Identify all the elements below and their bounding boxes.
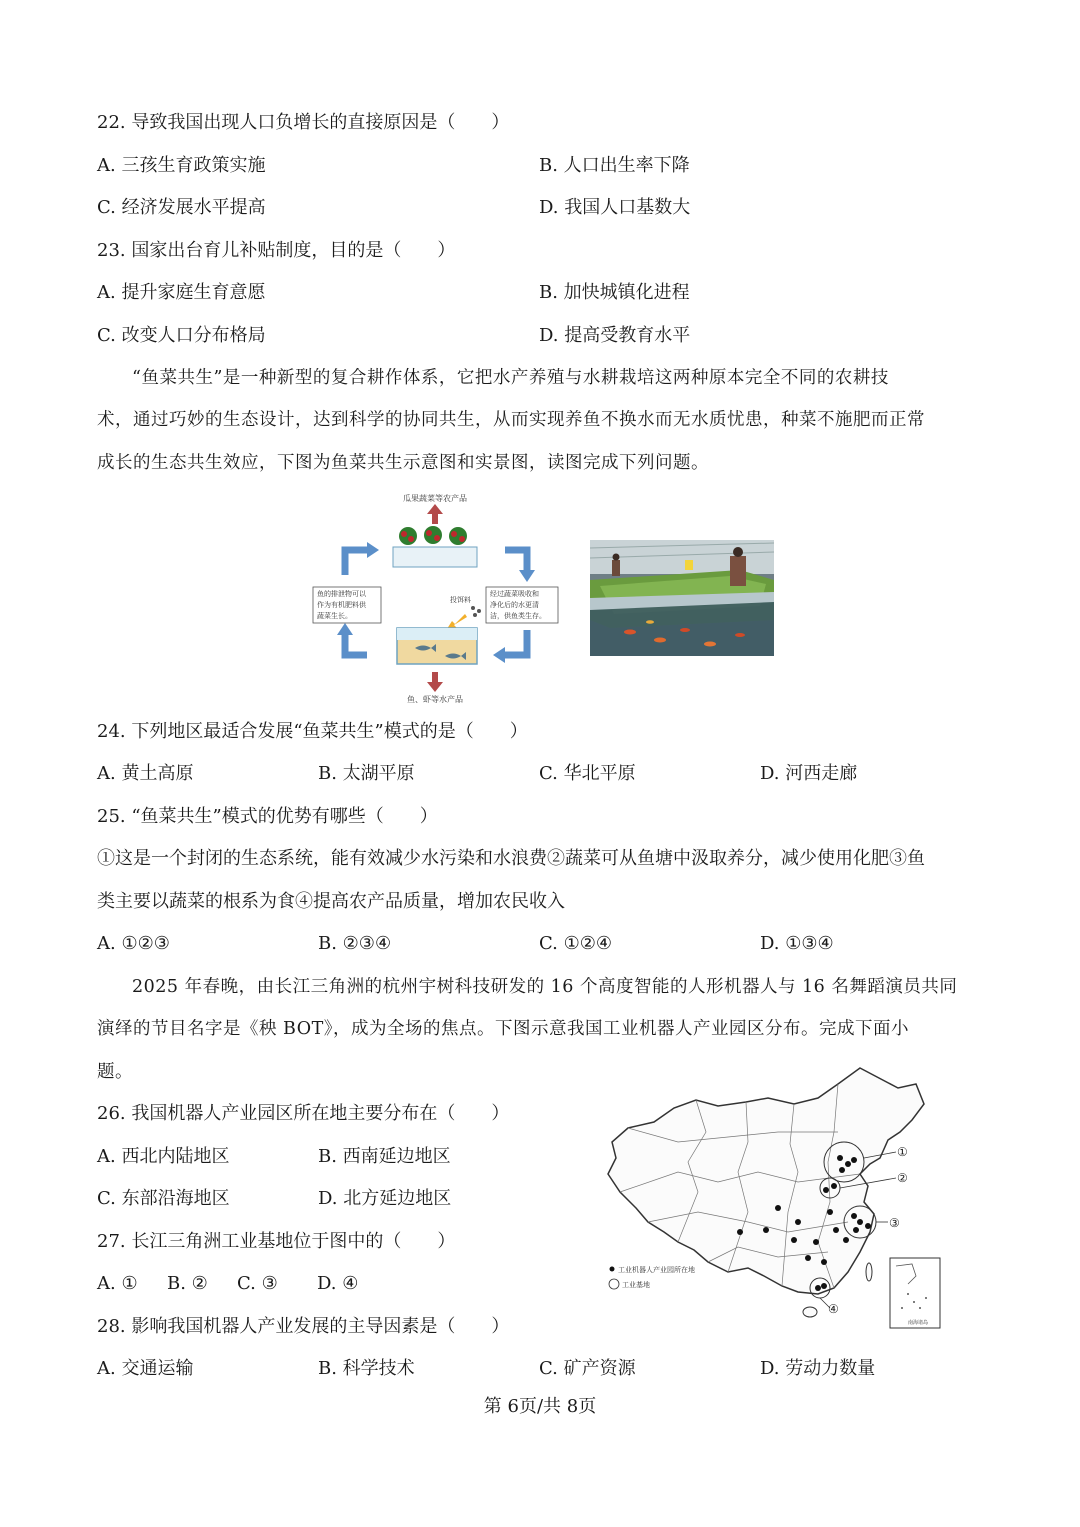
- map-marker-2: ②: [897, 1171, 908, 1185]
- q28-option-c: C. 矿产资源: [539, 1358, 636, 1379]
- q25-text-1: ①这是一个封闭的生态系统，能有效减少水污染和水浪费②蔬菜可从鱼塘中汲取养分，减少使用化肥③鱼: [97, 848, 925, 869]
- fish-tank-icon: [397, 628, 477, 664]
- q24-option-d: D. 河西走廊: [760, 763, 858, 784]
- q22-option-a: A. 三孩生育政策实施: [97, 155, 266, 176]
- q25-option-c: C. ①②④: [539, 933, 612, 954]
- passage1-line-2: 术，通过巧妙的生态设计，达到科学的协同共生，从而实现养鱼不换水而无水质忧患，种菜不施肥而正常: [97, 410, 925, 430]
- arrow-corner-icon: [505, 630, 527, 655]
- q27-option-b: B. ②: [167, 1273, 208, 1294]
- diagram-left-line: 作为有机肥料供: [317, 601, 366, 609]
- q28-option-b: B. 科学技术: [318, 1358, 415, 1379]
- arrow-corner-icon: [345, 635, 367, 655]
- q26-option-b: B. 西南延边地区: [318, 1146, 451, 1167]
- passage2-line-2: 演绎的节目名字是《秧 BOT》，成为全场的焦点。下图示意我国工业机器人产业园区分布。完成下面小: [97, 1019, 910, 1039]
- map-legend-park: 工业机器人产业园所在地: [618, 1266, 695, 1274]
- q25-option-a: A. ①②③: [97, 933, 170, 954]
- passage2-line-1: 2025 年春晚，由长江三角洲的杭州宇树科技研发的 16 个高度智能的人形机器人与 16 名舞蹈演员共同: [132, 977, 958, 997]
- q26-option-c: C. 东部沿海地区: [97, 1188, 230, 1209]
- arrow-down-icon: [427, 672, 443, 692]
- q24-option-b: B. 太湖平原: [318, 763, 415, 784]
- q25-stem: 25. “鱼菜共生”模式的优势有哪些（ ）: [97, 806, 438, 827]
- map-legend-base: 工业基地: [622, 1281, 650, 1289]
- q28-stem: 28. 影响我国机器人产业发展的主导因素是（ ）: [97, 1316, 510, 1337]
- passage2-line-3: 题。: [97, 1062, 133, 1082]
- q24-stem: 24. 下列地区最适合发展“鱼菜共生”模式的是（ ）: [97, 721, 528, 742]
- diagram-feed-label: 投饵料: [450, 596, 471, 604]
- q26-option-d: D. 北方延边地区: [318, 1188, 452, 1209]
- q24-option-c: C. 华北平原: [539, 763, 636, 784]
- diagram-bottom-label: 鱼、虾等水产品: [407, 695, 463, 704]
- q23-option-c: C. 改变人口分布格局: [97, 325, 266, 346]
- map-marker-1: ①: [897, 1145, 908, 1159]
- q25-text-2: 类主要以蔬菜的根系为食④提高农产品质量，增加农民收入: [97, 891, 565, 912]
- page-number: 第 6页/共 8页: [483, 1396, 597, 1417]
- map-marker-4: ④: [828, 1302, 839, 1316]
- q23-stem: 23. 国家出台育儿补贴制度，目的是（ ）: [97, 240, 456, 261]
- q25-option-b: B. ②③④: [318, 933, 392, 954]
- q22-option-c: C. 经济发展水平提高: [97, 197, 266, 218]
- q26-option-a: A. 西北内陆地区: [97, 1146, 230, 1167]
- q27-option-d: D. ④: [317, 1273, 359, 1294]
- q27-option-a: A. ①: [97, 1273, 138, 1294]
- south-sea-inset: [890, 1258, 940, 1328]
- aquaponics-diagram: [305, 490, 565, 705]
- diagram-right-line: 洁，供鱼类生存。: [490, 612, 546, 620]
- china-outline: [608, 1068, 924, 1294]
- q22-option-b: B. 人口出生率下降: [539, 155, 690, 176]
- diagram-right-line: 经过蔬菜吸收和: [490, 590, 539, 598]
- q23-option-b: B. 加快城镇化进程: [539, 282, 690, 303]
- q27-stem: 27. 长江三角洲工业基地位于图中的（ ）: [97, 1231, 456, 1252]
- passage1-line-1: “鱼菜共生”是一种新型的复合耕作体系，它把水产养殖与水耕栽培这两种原本完全不同的农耕技: [132, 368, 889, 388]
- q26-stem: 26. 我国机器人产业园区所在地主要分布在（ ）: [97, 1103, 510, 1124]
- q22-option-d: D. 我国人口基数大: [539, 197, 691, 218]
- q24-option-a: A. 黄土高原: [97, 763, 194, 784]
- diagram-left-line: 鱼的排泄物可以: [317, 590, 366, 598]
- china-robot-park-map: [598, 1062, 946, 1334]
- q25-option-d: D. ①③④: [760, 933, 834, 954]
- q28-option-d: D. 劳动力数量: [760, 1358, 876, 1379]
- arrow-corner-icon: [505, 550, 527, 570]
- arrow-corner-icon: [345, 550, 367, 575]
- passage1-line-3: 成长的生态共生效应，下图为鱼菜共生示意图和实景图，读图完成下列问题。: [97, 453, 709, 473]
- diagram-left-line: 蔬菜生长。: [317, 612, 352, 620]
- map-marker-3: ③: [889, 1216, 900, 1230]
- diagram-top-label: 瓜果蔬菜等农产品: [403, 494, 467, 503]
- arrow-up-icon: [427, 504, 443, 524]
- diagram-right-line: 净化后的水更清: [490, 601, 539, 609]
- inset-label: 南海诸岛: [907, 1320, 929, 1326]
- q23-option-a: A. 提升家庭生育意愿: [97, 282, 266, 303]
- q28-option-a: A. 交通运输: [97, 1358, 194, 1379]
- vegetable-planter-icon: [393, 526, 477, 567]
- q23-option-d: D. 提高受教育水平: [539, 325, 691, 346]
- aquaponics-photo: [590, 540, 774, 656]
- q22-stem: 22. 导致我国出现人口负增长的直接原因是（ ）: [97, 112, 510, 133]
- q27-option-c: C. ③: [237, 1273, 278, 1294]
